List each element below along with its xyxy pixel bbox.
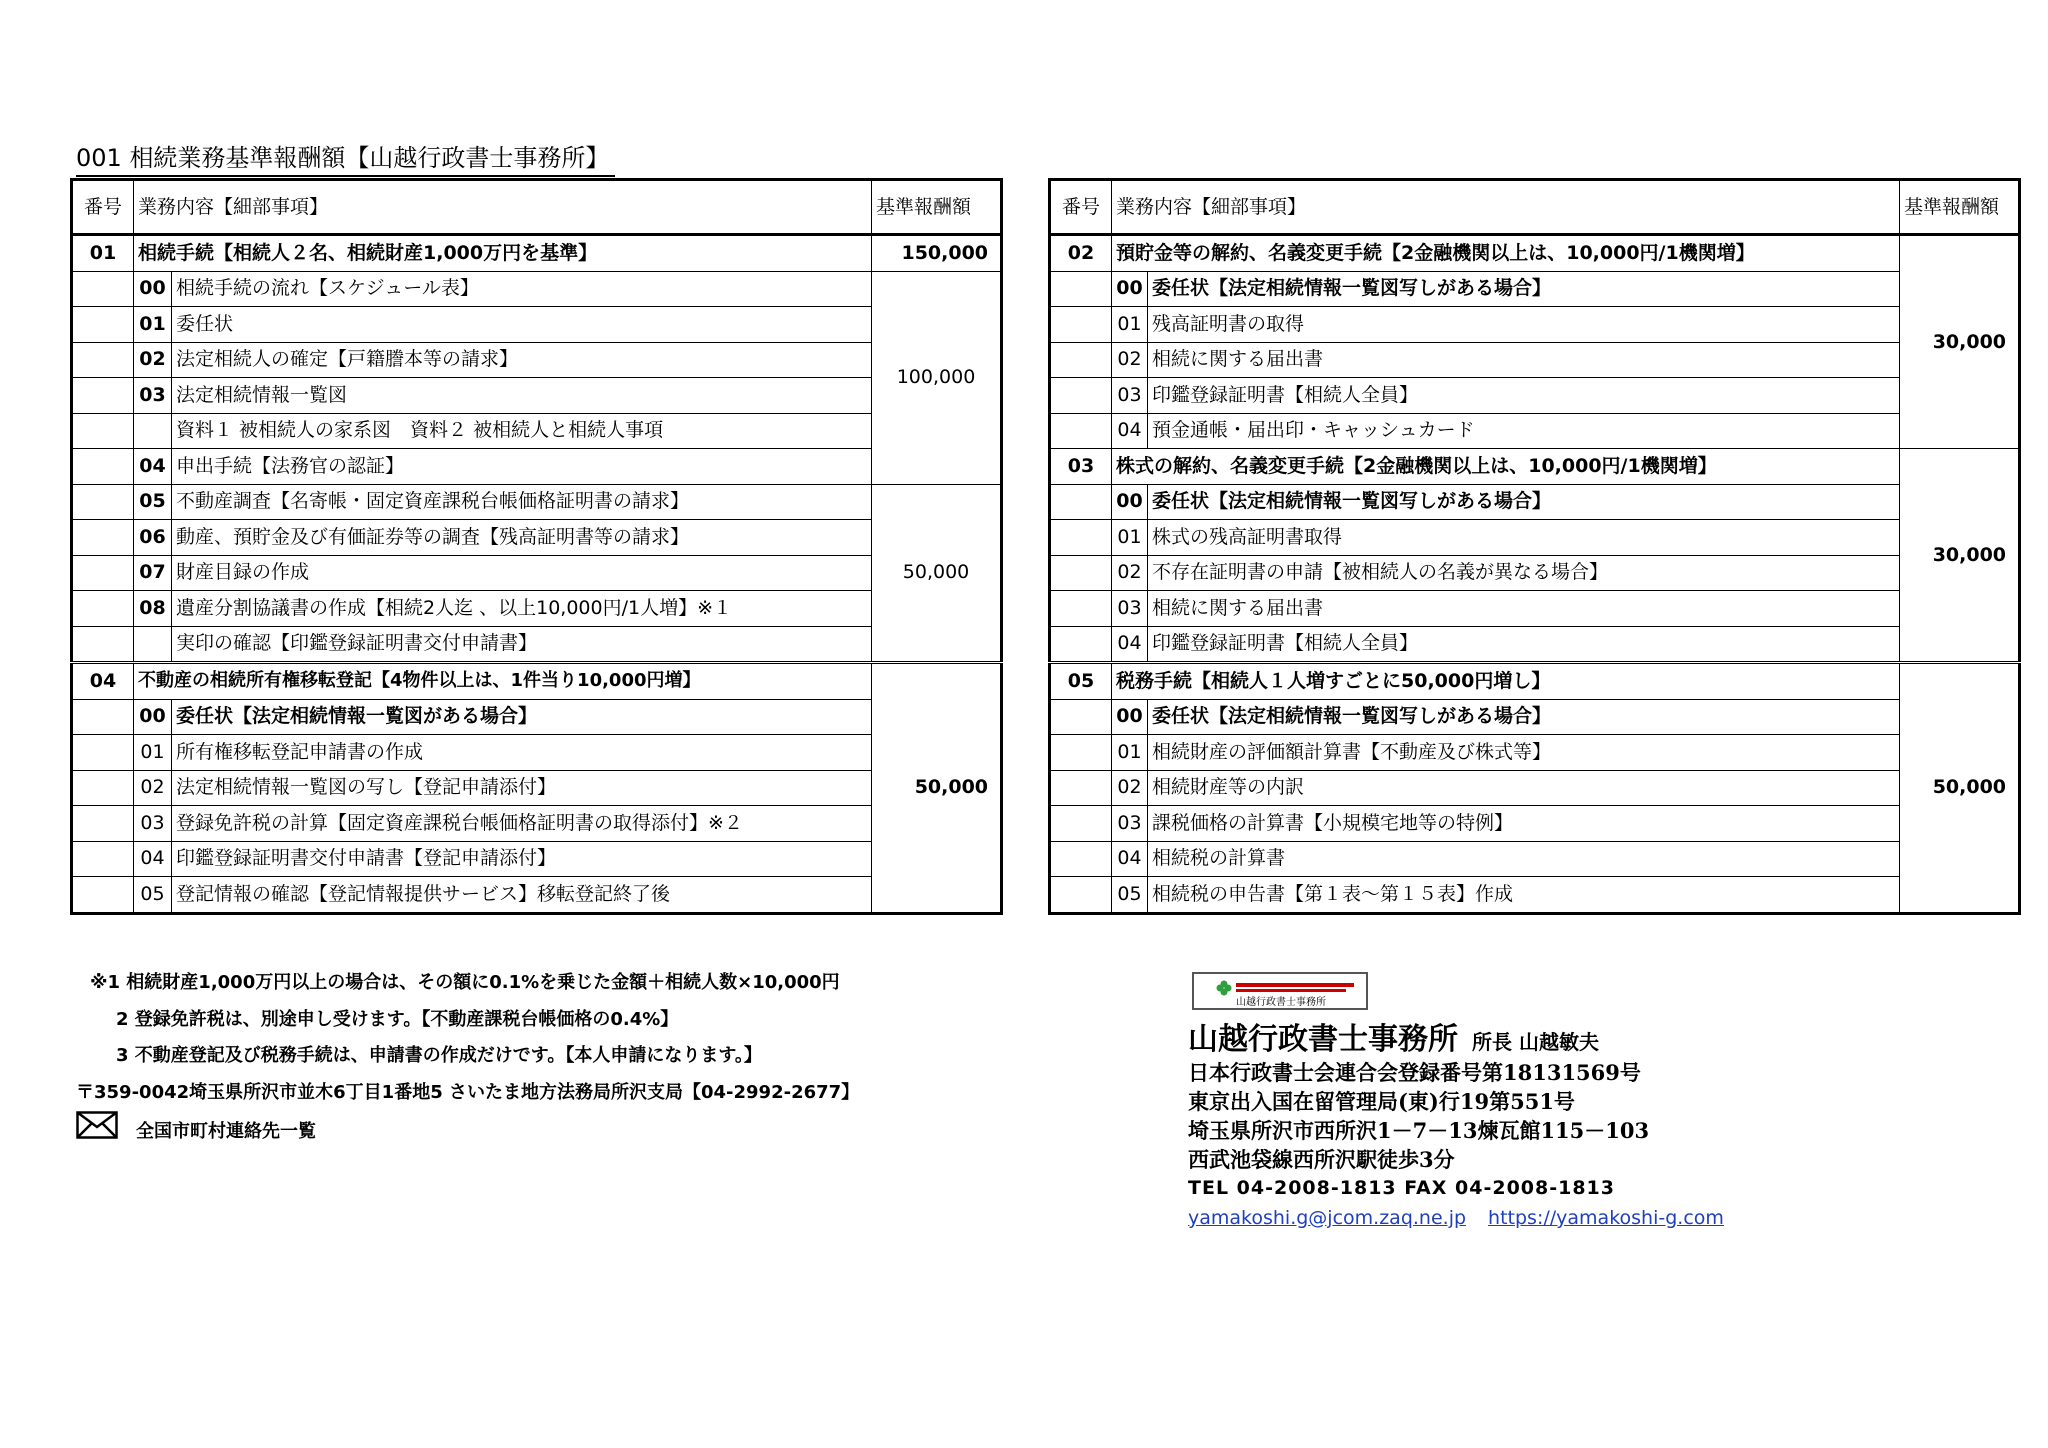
table-header <box>1050 180 2020 235</box>
item-text: 遺産分割協議書の作成【相続2人迄 、以上10,000円/1人増】※１ <box>172 591 872 627</box>
table-row <box>72 877 1002 914</box>
item-text: 相続財産の評価額計算書【不動産及び株式等】 <box>1148 735 1900 771</box>
table-row <box>72 271 1002 307</box>
item-code: 02 <box>1112 770 1148 806</box>
office-chief: 所長 山越敏夫 <box>1472 1030 1599 1054</box>
table-row <box>72 307 1002 343</box>
item-text: 法定相続情報一覧図の写し【登記申請添付】 <box>172 770 872 806</box>
item-code: 01 <box>1112 520 1148 556</box>
item-text: 印鑑登録証明書【相続人全員】 <box>1148 378 1900 414</box>
item-code: 01 <box>134 735 172 771</box>
group-title: 不動産の相続所有権移転登記【4物件以上は、1件当り10,000円増】 <box>134 663 872 700</box>
clover-icon <box>1216 980 1232 996</box>
note-2: 2 登録免許税は、別途申し受けます。【不動産課税台帳価格の0.4%】 <box>116 1008 679 1030</box>
item-text: 残高証明書の取得 <box>1148 307 1900 343</box>
table-row <box>72 735 1002 771</box>
page-title: 001 相続業務基準報酬額【山越行政書士事務所】 <box>76 138 615 177</box>
table-row <box>72 699 1002 735</box>
item-code: 03 <box>1112 378 1148 414</box>
item-code: 00 <box>134 271 172 307</box>
notes-section <box>76 965 859 1153</box>
item-code: 03 <box>134 806 172 842</box>
item-text: 相続手続の流れ【スケジュール表】 <box>172 271 872 307</box>
table-row <box>72 413 1002 449</box>
fee-table-left <box>70 178 1003 915</box>
group-title: 株式の解約、名義変更手続【2金融機関以上は、10,000円/1機関増】 <box>1112 449 1900 485</box>
header-content: 業務内容【細部事項】 <box>1112 180 1900 235</box>
item-code: 04 <box>1112 841 1148 877</box>
subtotal-fee: 100,000 <box>872 271 1002 484</box>
item-code: 03 <box>1112 591 1148 627</box>
item-text: 委任状【法定相続情報一覧図がある場合】 <box>172 699 872 735</box>
table-row <box>1050 770 2020 806</box>
office-address: 埼玉県所沢市西所沢1－7－13煉瓦館115－103 <box>1188 1118 1650 1143</box>
item-code: 06 <box>134 520 172 556</box>
table-row <box>72 449 1002 485</box>
office-info <box>1188 972 1746 1233</box>
item-text: 印鑑登録証明書【相続人全員】 <box>1148 626 1900 663</box>
table-row <box>1050 520 2020 556</box>
item-text: 財産目録の作成 <box>172 555 872 591</box>
item-code: 03 <box>1112 806 1148 842</box>
table-row <box>1050 699 2020 735</box>
fee-table-right <box>1048 178 2021 915</box>
table-row <box>1050 484 2020 520</box>
item-code: 08 <box>134 591 172 627</box>
item-code: 00 <box>1112 699 1148 735</box>
table-row <box>72 770 1002 806</box>
item-text: 預金通帳・届出印・キャッシュカード <box>1148 413 1900 449</box>
item-code: 02 <box>134 342 172 378</box>
item-code: 04 <box>134 449 172 485</box>
item-text: 不存在証明書の申請【被相続人の名義が異なる場合】 <box>1148 555 1900 591</box>
item-code: 00 <box>1112 271 1148 307</box>
item-code: 00 <box>134 699 172 735</box>
item-code: 05 <box>134 484 172 520</box>
item-text: 相続税の計算書 <box>1148 841 1900 877</box>
item-code: 02 <box>134 770 172 806</box>
item-code: 01 <box>134 307 172 343</box>
municipality-link[interactable] <box>76 1111 859 1153</box>
item-code <box>134 626 172 663</box>
item-code: 04 <box>1112 626 1148 663</box>
item-text: 株式の残高証明書取得 <box>1148 520 1900 556</box>
group-row-01 <box>72 235 1002 272</box>
group-num: 03 <box>1050 449 1112 485</box>
item-code: 03 <box>134 378 172 414</box>
group-num: 02 <box>1050 235 1112 272</box>
item-text: 委任状 <box>172 307 872 343</box>
group-title: 税務手続【相続人１人増すごとに50,000円増し】 <box>1112 663 1900 700</box>
item-text: 申出手続【法務官の認証】 <box>172 449 872 485</box>
table-row <box>1050 877 2020 914</box>
item-text: 印鑑登録証明書交付申請書【登記申請添付】 <box>172 841 872 877</box>
item-text: 不動産調査【名寄帳・固定資産課税台帳価格証明書の請求】 <box>172 484 872 520</box>
item-text: 所有権移転登記申請書の作成 <box>172 735 872 771</box>
group-row-05 <box>1050 663 2020 700</box>
registration-number: 日本行政書士会連合会登録番号第18131569号 <box>1188 1060 1641 1085</box>
table-row <box>1050 271 2020 307</box>
table-row <box>72 841 1002 877</box>
group-fee: 150,000 <box>872 235 1002 272</box>
table-row <box>1050 591 2020 627</box>
header-num: 番号 <box>72 180 134 235</box>
group-row-02 <box>1050 235 2020 272</box>
item-text: 資料１ 被相続人の家系図 資料２ 被相続人と相続人事項 <box>172 413 872 449</box>
header-content: 業務内容【細部事項】 <box>134 180 872 235</box>
office-access: 西武池袋線西所沢駅徒歩3分 <box>1188 1147 1455 1172</box>
subtotal-fee: 50,000 <box>872 484 1002 663</box>
registry-address: 〒359-0042埼玉県所沢市並木6丁目1番地5 さいたま地方法務局所沢支局【04-2992-2677】 <box>76 1081 860 1103</box>
table-row <box>1050 735 2020 771</box>
table-row <box>72 806 1002 842</box>
group-num: 01 <box>72 235 134 272</box>
item-text: 課税価格の計算書【小規模宅地等の特例】 <box>1148 806 1900 842</box>
table-row <box>1050 413 2020 449</box>
note-3: 3 不動産登記及び税務手続は、申請書の作成だけです。【本人申請になります。】 <box>116 1045 762 1066</box>
header-num: 番号 <box>1050 180 1112 235</box>
group-num: 05 <box>1050 663 1112 700</box>
group-fee: 50,000 <box>1900 663 2020 914</box>
website-link[interactable]: https://yamakoshi-g.com <box>1488 1207 1724 1229</box>
table-row <box>72 626 1002 663</box>
item-text: 法定相続人の確定【戸籍謄本等の請求】 <box>172 342 872 378</box>
table-row <box>72 378 1002 414</box>
table-row <box>1050 378 2020 414</box>
item-text: 実印の確認【印鑑登録証明書交付申請書】 <box>172 626 872 663</box>
table-row <box>1050 342 2020 378</box>
table-row <box>1050 307 2020 343</box>
office-name: 山越行政書士事務所 <box>1188 1022 1458 1057</box>
note-1: ※1 相続財産1,000万円以上の場合は、その額に0.1%を乗じた金額＋相続人数×10,000円 <box>90 972 840 993</box>
item-code: 05 <box>1112 877 1148 914</box>
envelope-icon <box>76 1111 118 1153</box>
group-fee: 50,000 <box>872 663 1002 914</box>
table-row <box>1050 626 2020 663</box>
item-text: 動産、預貯金及び有価証券等の調査【残高証明書等の請求】 <box>172 520 872 556</box>
item-text: 登記情報の確認【登記情報提供サービス】移転登記終了後 <box>172 877 872 914</box>
table-row <box>72 555 1002 591</box>
group-fee: 30,000 <box>1900 449 2020 663</box>
table-row <box>72 342 1002 378</box>
table-row <box>72 591 1002 627</box>
email-link[interactable]: yamakoshi.g@jcom.zaq.ne.jp <box>1188 1207 1467 1229</box>
item-text: 相続に関する届出書 <box>1148 591 1900 627</box>
office-links <box>1188 1203 1746 1233</box>
table-row <box>1050 841 2020 877</box>
municipality-link-label[interactable]: 全国市町村連絡先一覧 <box>136 1120 316 1142</box>
item-code: 04 <box>1112 413 1148 449</box>
group-row-04 <box>72 663 1002 700</box>
item-code: 01 <box>1112 307 1148 343</box>
group-fee: 30,000 <box>1900 235 2020 449</box>
group-num: 04 <box>72 663 134 700</box>
item-text: 相続税の申告書【第１表～第１５表】作成 <box>1148 877 1900 914</box>
table-row <box>72 520 1002 556</box>
immigration-registration: 東京出入国在留管理局(東)行19第551号 <box>1188 1089 1575 1114</box>
item-code: 00 <box>1112 484 1148 520</box>
group-row-03 <box>1050 449 2020 485</box>
item-text: 相続に関する届出書 <box>1148 342 1900 378</box>
item-text: 法定相続情報一覧図 <box>172 378 872 414</box>
header-fee: 基準報酬額 <box>1900 180 2020 235</box>
item-code: 02 <box>1112 342 1148 378</box>
office-logo <box>1192 972 1368 1010</box>
item-code: 05 <box>134 877 172 914</box>
office-phone: TEL 04-2008-1813 FAX 04-2008-1813 <box>1188 1177 1615 1199</box>
header-fee: 基準報酬額 <box>872 180 1002 235</box>
item-text: 登録免許税の計算【固定資産課税台帳価格証明書の取得添付】※２ <box>172 806 872 842</box>
item-code: 01 <box>1112 735 1148 771</box>
office-name-line <box>1188 1014 1746 1058</box>
item-code: 07 <box>134 555 172 591</box>
table-row <box>1050 555 2020 591</box>
item-text: 委任状【法定相続情報一覧図写しがある場合】 <box>1148 271 1900 307</box>
item-code: 04 <box>134 841 172 877</box>
group-title: 相続手続【相続人２名、相続財産1,000万円を基準】 <box>134 235 872 272</box>
table-header <box>72 180 1002 235</box>
table-row <box>1050 806 2020 842</box>
item-text: 委任状【法定相続情報一覧図写しがある場合】 <box>1148 699 1900 735</box>
item-code <box>134 413 172 449</box>
group-title: 預貯金等の解約、名義変更手続【2金融機関以上は、10,000円/1機関増】 <box>1112 235 1900 272</box>
logo-text: 山越行政書士事務所 <box>1236 997 1326 1008</box>
table-row <box>72 484 1002 520</box>
item-code: 02 <box>1112 555 1148 591</box>
item-text: 相続財産等の内訳 <box>1148 770 1900 806</box>
item-text: 委任状【法定相続情報一覧図写しがある場合】 <box>1148 484 1900 520</box>
